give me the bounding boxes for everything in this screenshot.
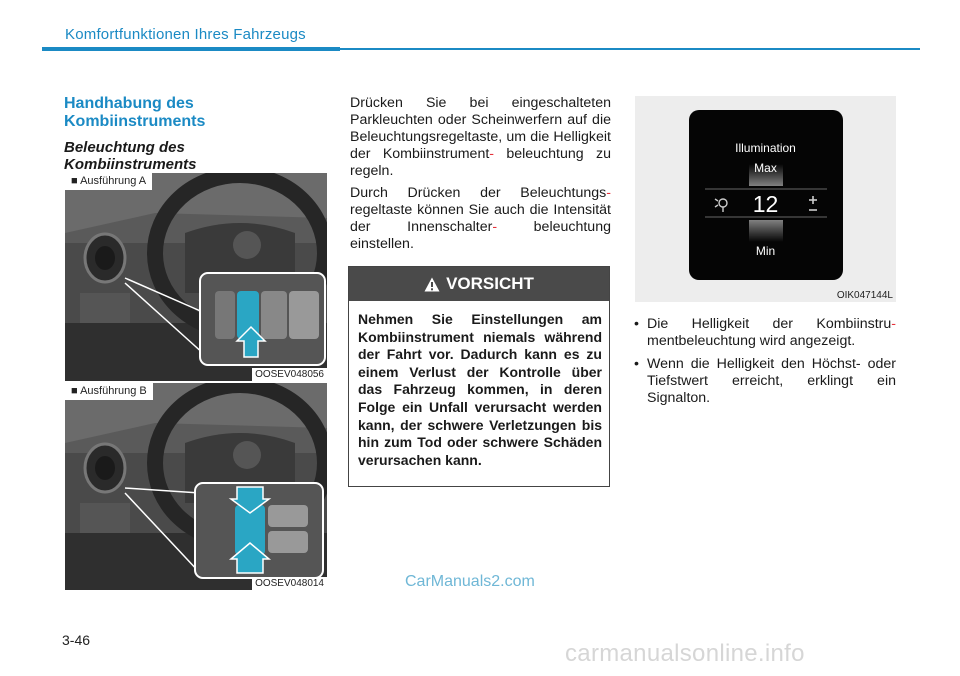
variant-label-b: ■ Ausführung B	[65, 383, 153, 400]
caution-text: Nehmen Sie Einstellungen am Kombiinstrument niemals während der Fahrt vor. Dadurch kann es zu einem Verlust der Kontrolle über das Fahrzeug kommen, in deren Folge ein Unfall verursacht werden kann, der schwere Verletzungen bis hin zum Tod oder schwere Schäden verursachen kann.	[358, 311, 602, 468]
bullet-1-hyphen: -	[891, 316, 896, 332]
bullet-1-text-b: mentbeleuchtung wird angezeigt.	[647, 333, 856, 349]
display-label: Illumination	[735, 141, 796, 155]
header-rule-thin	[340, 48, 920, 50]
caution-title: VORSICHT	[446, 274, 534, 293]
watermark-link[interactable]: CarManuals2.com	[405, 573, 535, 590]
steering-photo-a	[65, 173, 327, 381]
bullet-1-text-a: Die Helligkeit der Kombiinstru	[647, 316, 892, 332]
bullet-dot: •	[634, 316, 639, 332]
bullet-item-1	[634, 316, 896, 350]
para2-text-a: Durch Drücken der Beleuchtungs	[350, 185, 607, 201]
page-number: 3-46	[62, 632, 91, 648]
variant-label-a: ■ Ausführung A	[65, 173, 152, 190]
display-min: Min	[755, 244, 776, 258]
heading-main: Handhabung des Kombiinstruments	[64, 95, 206, 130]
footer-site-link[interactable]: carmanualsonline.info	[565, 640, 805, 667]
heading-sub: Beleuchtung des Kombiinstruments	[64, 139, 197, 173]
header-rule-thick	[42, 47, 340, 51]
bullet-item-2	[634, 356, 896, 407]
para1-hyphen: -	[489, 146, 495, 162]
para2-text-b: regeltaste können Sie auch die Intensität der Innenschalter	[350, 202, 611, 235]
para2-hyphen-1: -	[606, 185, 611, 201]
bullet-2-text: Wenn die Helligkeit den Höchst- oder Tiefstwert erreicht, erklingt ein Signalton.	[647, 356, 896, 406]
bullet-list	[634, 316, 896, 413]
section-title: Komfortfunktionen Ihres Fahrzeugs	[65, 26, 306, 43]
para2-hyphen-2: -	[492, 219, 498, 235]
warning-icon	[424, 277, 440, 292]
para1-text: Drücken Sie bei eingeschalteten Parkleuchten oder Scheinwerfern auf die Beleuchtungsregeltaste, um die Helligkeit der Kombiinstrument	[350, 95, 611, 162]
caution-box	[348, 266, 610, 487]
paragraph-1	[350, 95, 611, 180]
display-value: 12	[752, 191, 779, 217]
steering-photo-b	[65, 383, 327, 590]
para2-text-c: beleuchtung einstellen.	[350, 219, 611, 252]
paragraph-2	[350, 185, 611, 253]
para1-end: beleuchtung zu regeln.	[350, 146, 611, 179]
caution-header	[349, 267, 609, 301]
display-image-code: OIK047144L	[836, 290, 893, 301]
steering-illustration-b	[65, 383, 327, 590]
steering-illustration-a	[65, 173, 327, 381]
cluster-display-image	[635, 96, 896, 302]
image-code-b: OOSEV048014	[252, 577, 327, 590]
image-code-a: OOSEV048056	[252, 368, 327, 381]
display-max: Max	[754, 161, 777, 175]
bullet-dot: •	[634, 356, 639, 372]
